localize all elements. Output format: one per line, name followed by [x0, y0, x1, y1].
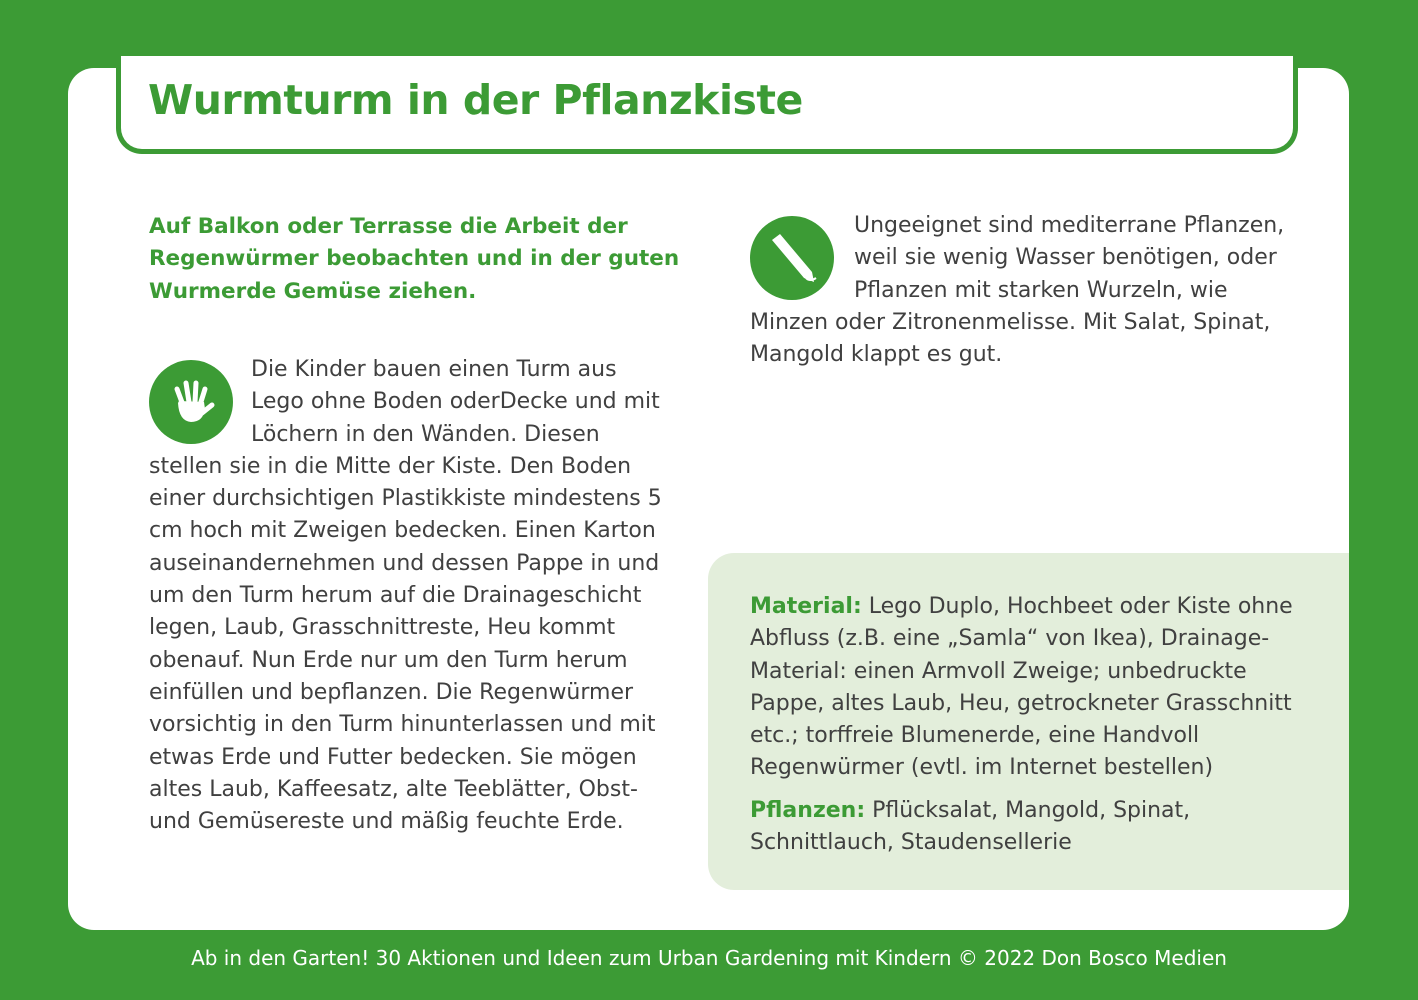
- instructions-text: Die Kinder bauen einen Turm aus Lego ohne Boden oderDecke und mit Löchern in den Wänden. Diesen stellen sie in die Mitte der Kiste. Den Boden einer durchsichtigen Plastikkiste mindestens 5 cm hoch mit Zweigen bedecken. Einen Karton auseinandernehmen und dessen Pappe in und um den Turm herum auf die Drainageschicht legen, Laub, Grasschnittreste, Heu kommt obenauf. Nun Erde nur um den Turm herum einfüllen und bepflanzen. Die Regenwürmer vorsichtig in den Turm hinunterlassen und mit etwas Erde und Futter bedecken. Sie mögen altes Laub, Kaffeesatz, alte Teeblätter, Obst- und Gemüsereste und mäßig feuchte Erde.: [149, 357, 662, 835]
- material-text: Lego Duplo, Hochbeet oder Kiste ohne Abfluss (z.B. eine „Samla“ von Ikea), Drainage-Material: einen Armvoll Zweige; unbedruckte Pappe, altes Laub, Heu, getrockneter Grasschnitt etc.; torffreie Blumenerde, eine Handvoll Regenwürmer (evtl. im Internet bestellen): [750, 594, 1293, 781]
- plants-paragraph: [750, 795, 1310, 860]
- pencil-icon: [750, 216, 834, 300]
- plants-label: Pflanzen:: [750, 797, 866, 823]
- material-section: [750, 591, 1310, 859]
- page-title: Wurmturm in der Pflanzkiste: [148, 76, 803, 124]
- plants-text: Pflücksalat, Mangold, Spinat, Schnittlauch, Staudensellerie: [750, 797, 1191, 856]
- intro-text: Auf Balkon oder Terrasse die Arbeit der Regenwürmer beobachten und in der guten Wurmerde Gemüse ziehen.: [149, 214, 680, 304]
- tip-section: [750, 210, 1310, 371]
- tip-text: Ungeeignet sind mediterrane Pflanzen, weil sie wenig Wasser benötigen, oder Pflanzen mit starken Wurzeln, wie Minzen oder Zitronenmelisse. Mit Salat, Spinat, Mangold klappt es gut.: [750, 213, 1285, 368]
- material-paragraph: [750, 591, 1310, 785]
- hand-icon: [149, 360, 233, 444]
- material-label: Material:: [750, 594, 862, 619]
- footer-credit: Ab in den Garten! 30 Aktionen und Ideen zum Urban Gardening mit Kindern © 2022 Don Bosco Medien: [191, 946, 1227, 970]
- instructions-section: [149, 354, 674, 838]
